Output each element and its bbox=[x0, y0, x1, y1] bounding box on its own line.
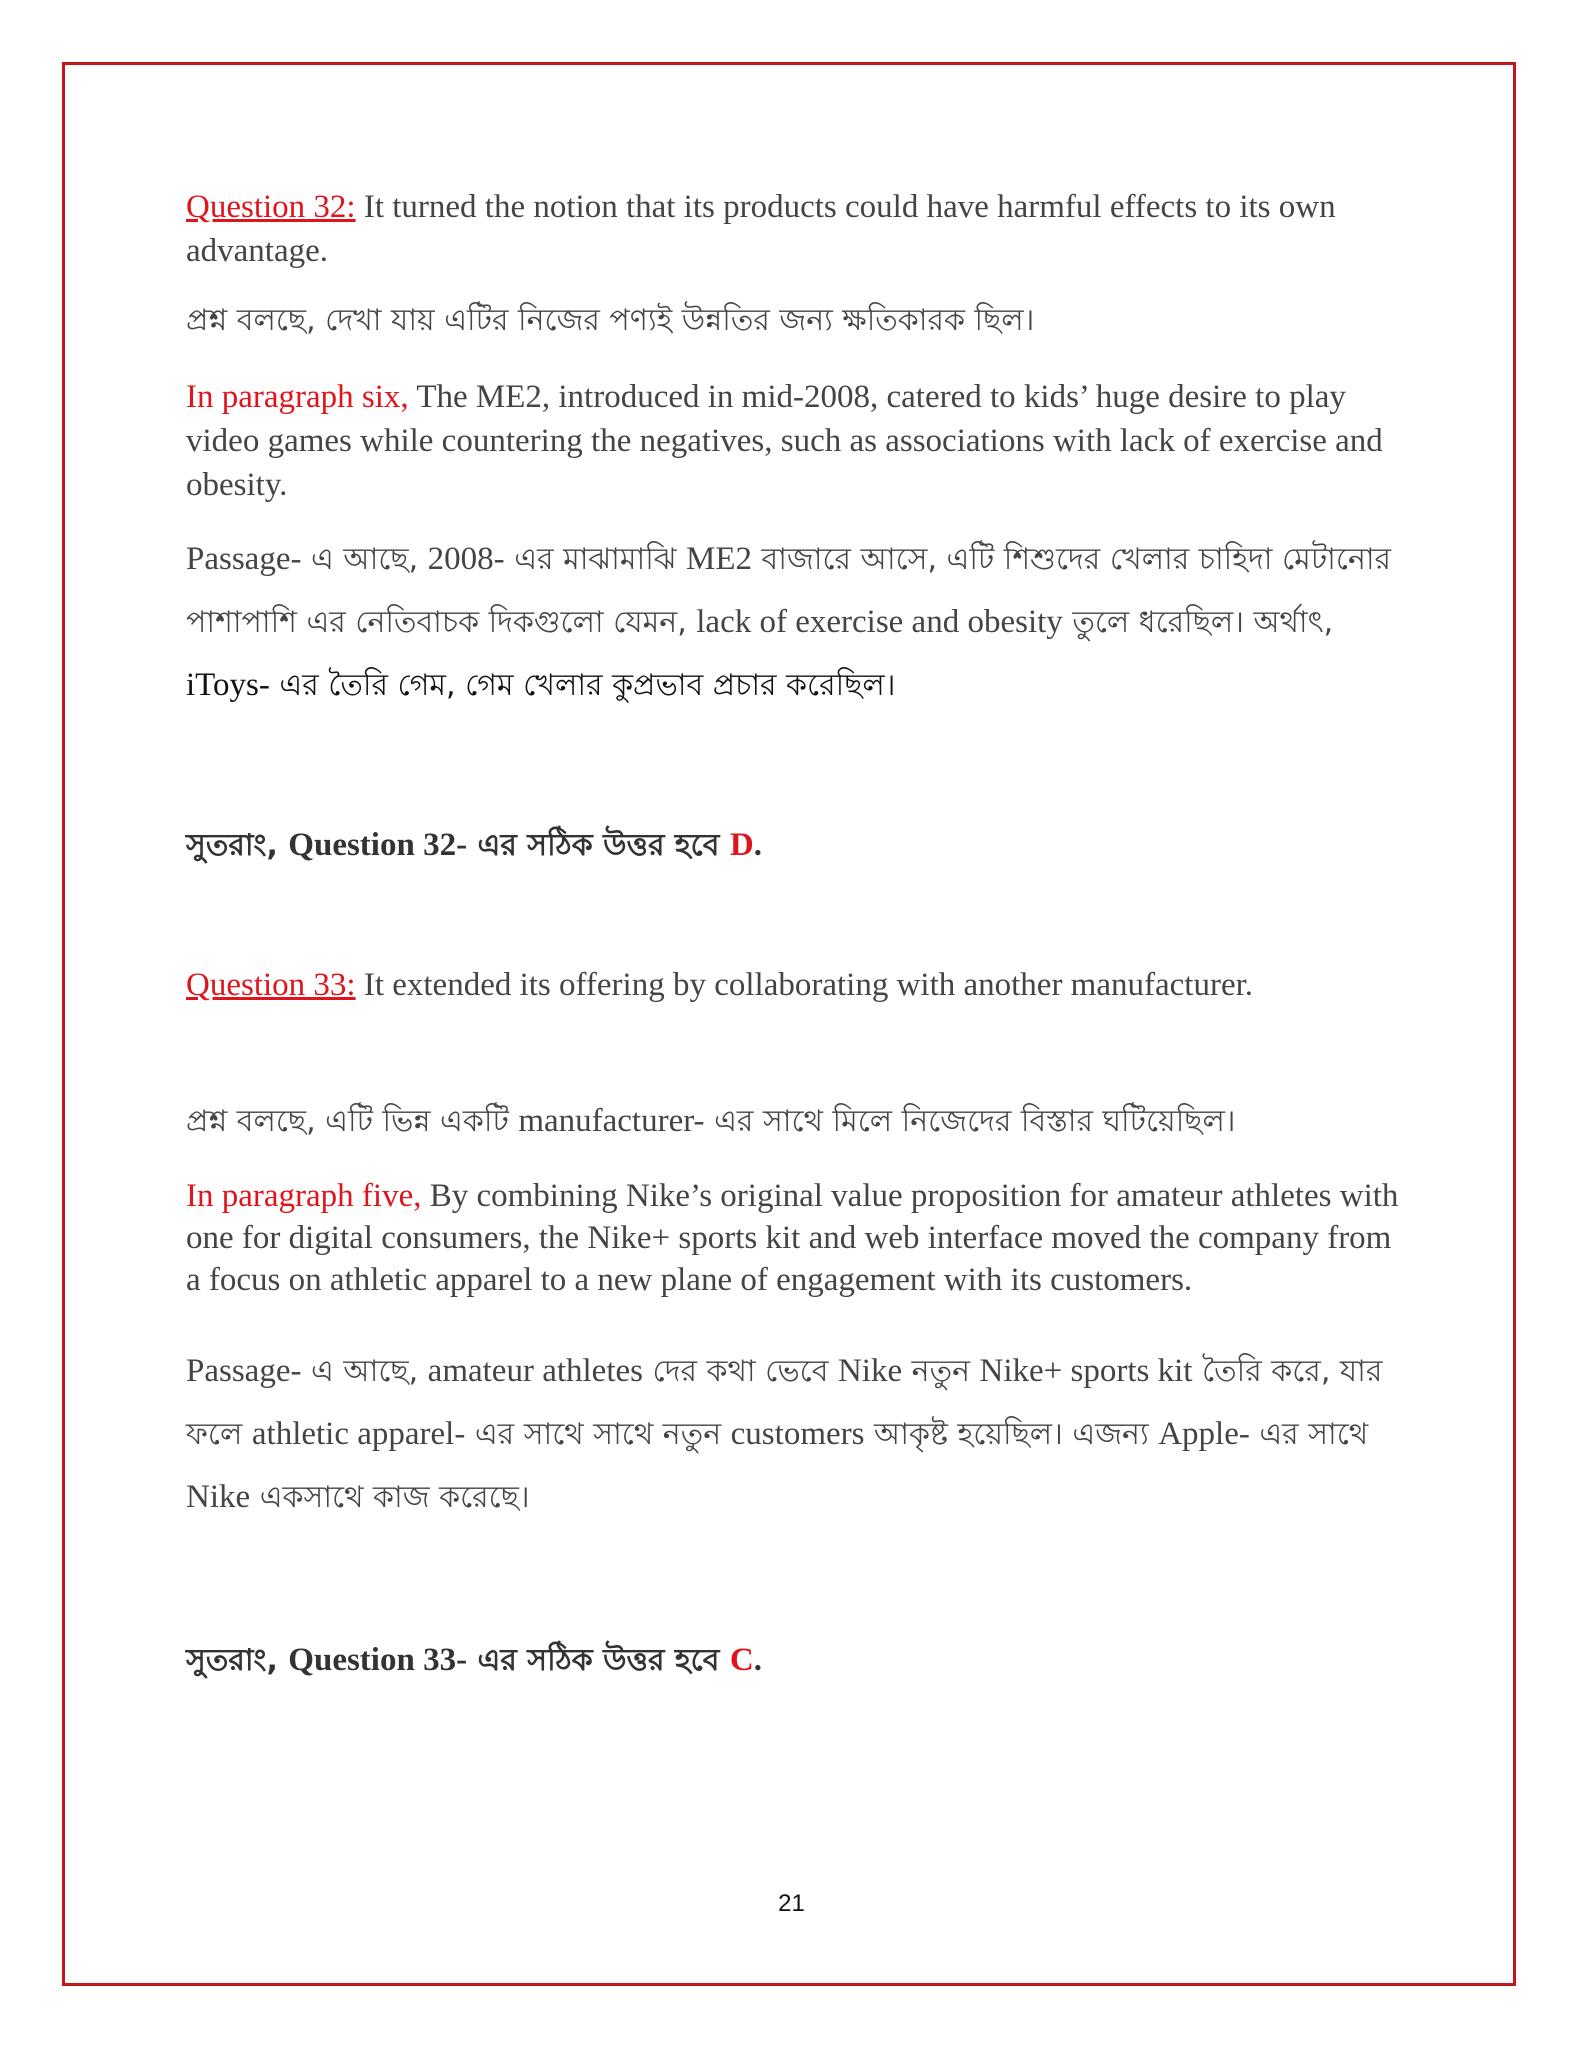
answer-question-ref: Question 32- bbox=[288, 827, 468, 863]
question-32-explanation bbox=[186, 528, 1401, 717]
question-33-text: It extended its offering by collaborating with another manufacturer. bbox=[355, 967, 1254, 1003]
paragraph-five-text: By combining Nike’s original value proposition for amateur athletes with one for digital consumers, the Nike+ sports kit and web interface moved the company from a focus on athletic apparel to a new plane of engagement with its customers. bbox=[186, 1178, 1399, 1298]
paragraph-five-label: In paragraph five, bbox=[186, 1178, 422, 1214]
question-33-explanation bbox=[186, 1340, 1401, 1529]
explanation-text: iToys- bbox=[186, 667, 270, 703]
question-33-paragraph-quote bbox=[186, 1175, 1401, 1301]
answer-period: . bbox=[753, 827, 762, 863]
explanation-text: একসাথে কাজ করেছে। bbox=[250, 1480, 530, 1515]
answer-prefix: সুতরাং, bbox=[186, 1643, 289, 1678]
answer-question-ref: Question 33- bbox=[288, 1642, 468, 1678]
explanation-text: athletic apparel- bbox=[251, 1416, 466, 1452]
question-32-paragraph-quote bbox=[186, 375, 1401, 507]
explanation-text: Nike bbox=[186, 1479, 251, 1515]
explanation-text: 2008- bbox=[427, 541, 505, 577]
question-33-heading bbox=[186, 963, 1401, 1007]
question-32-answer bbox=[186, 823, 1401, 868]
explanation-text: amateur athletes bbox=[427, 1353, 643, 1389]
question-32-heading bbox=[186, 185, 1401, 273]
paragraph-six-label: In paragraph six, bbox=[186, 379, 409, 415]
question-33-bengali-restatement bbox=[186, 1090, 1401, 1153]
explanation-text: Passage- bbox=[186, 541, 302, 577]
explanation-text: এর মাঝামাঝি bbox=[504, 542, 687, 577]
explanation-text: এর সাথে সাথে নতুন bbox=[465, 1417, 731, 1452]
answer-letter: C bbox=[729, 1642, 754, 1678]
question-32-label: Question 32: bbox=[186, 189, 356, 225]
explanation-text: তুলে ধরেছিল। অর্থাৎ, bbox=[1062, 605, 1334, 640]
answer-period: . bbox=[753, 1642, 762, 1678]
explanation-text: ME2 bbox=[686, 541, 753, 577]
explanation-text: এ আছে, bbox=[301, 542, 428, 577]
explanation-text: Nike bbox=[837, 1353, 903, 1389]
restatement-text: প্রশ্ন বলছে, এটি ভিন্ন একটি bbox=[186, 1104, 519, 1139]
explanation-text: এর তৈরি গেম, গেম খেলার কুপ্রভাব প্রচার করেছিল। bbox=[269, 668, 896, 703]
question-33-label: Question 33: bbox=[186, 967, 356, 1003]
explanation-text: customers bbox=[730, 1416, 865, 1452]
explanation-text: বাজারে আসে, এটি শিশুদের খেলার চাহিদা মেটানোর পাশাপাশি এর নেতিবাচক দিকগুলো যেমন, bbox=[186, 542, 1392, 640]
explanation-text: দের কথা ভেবে bbox=[642, 1354, 838, 1389]
answer-prefix: সুতরাং, bbox=[186, 828, 289, 863]
page-number: 21 bbox=[778, 1890, 805, 1917]
answer-letter: D bbox=[729, 827, 754, 863]
restatement-text: manufacturer- bbox=[518, 1103, 705, 1139]
question-32-bengali-restatement: প্রশ্ন বলছে, দেখা যায় এটির নিজের পণ্যই উন্নতির জন্য ক্ষতিকারক ছিল। bbox=[186, 303, 1035, 338]
explanation-text: Nike+ sports kit bbox=[979, 1353, 1193, 1389]
explanation-text: Apple- bbox=[1158, 1416, 1250, 1452]
answer-phrase: এর সঠিক উত্তর হবে bbox=[467, 828, 730, 863]
restatement-text: এর সাথে মিলে নিজেদের বিস্তার ঘটিয়েছিল। bbox=[704, 1104, 1236, 1139]
explanation-text: এ আছে, bbox=[301, 1354, 428, 1389]
explanation-text: lack of exercise and obesity bbox=[696, 604, 1063, 640]
explanation-text: এর সাথে bbox=[1249, 1417, 1369, 1452]
question-32-text: It turned the notion that its products could have harmful effects to its own advantage. bbox=[186, 189, 1336, 269]
explanation-text: তৈরি করে, যার ফলে bbox=[186, 1354, 1383, 1452]
paragraph-six-text: The ME2, introduced in mid-2008, catered to kids’ huge desire to play video games while countering the negatives, such as associations with lack of exercise and obesity. bbox=[186, 379, 1383, 503]
explanation-text: নতুন bbox=[902, 1354, 980, 1389]
question-33-answer bbox=[186, 1638, 1401, 1683]
explanation-text: Passage- bbox=[186, 1353, 302, 1389]
explanation-text: আকৃষ্ট হয়েছিল। এজন্য bbox=[864, 1417, 1159, 1452]
answer-phrase: এর সঠিক উত্তর হবে bbox=[467, 1643, 730, 1678]
